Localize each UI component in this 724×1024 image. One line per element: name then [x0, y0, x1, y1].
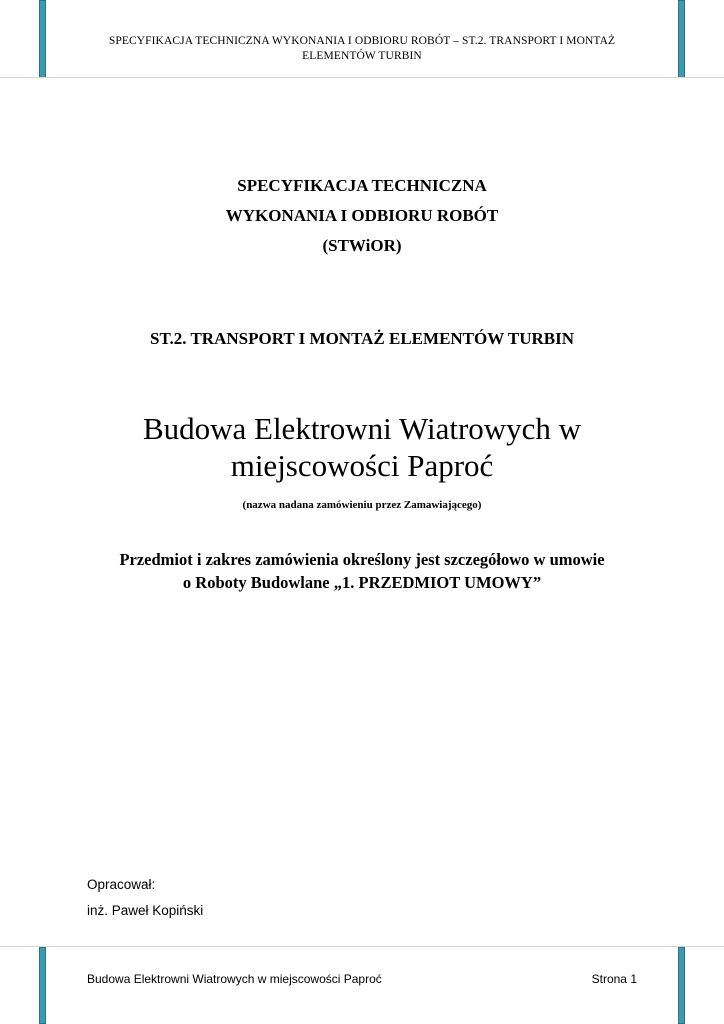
- author-block: [87, 872, 203, 924]
- section-title: ST.2. TRANSPORT I MONTAŻ ELEMENTÓW TURBIN: [149, 329, 575, 348]
- header-line-1: SPECYFIKACJA TECHNICZNA WYKONANIA I ODBIORU ROBÓT – ST.2. TRANSPORT I MONTAŻ: [108, 35, 616, 47]
- project-title-line-2: miejscowości Paproć: [230, 448, 494, 483]
- footer-page-number: Strona 1: [591, 972, 637, 986]
- title-block: [40, 171, 684, 261]
- author-label: Opracował:: [87, 877, 156, 892]
- header-left-bar: [39, 0, 46, 78]
- header-line-2: ELEMENTÓW TURBIN: [302, 50, 422, 62]
- page-header: [60, 34, 664, 64]
- subject-line-2: o Roboty Budowlane „1. PRZEDMIOT UMOWY”: [182, 573, 542, 592]
- subject-statement: [40, 548, 684, 594]
- author-name: inż. Paweł Kopiński: [87, 903, 204, 918]
- header-right-bar: [678, 0, 685, 78]
- title-line-2: WYKONANIA I ODBIORU ROBÓT: [225, 206, 499, 225]
- footer-divider: [0, 946, 724, 947]
- project-title-line-1: Budowa Elektrowni Wiatrowych w: [142, 411, 582, 446]
- header-divider: [0, 77, 724, 78]
- subject-line-1: Przedmiot i zakres zamówienia określony jest szczegółowo w umowie: [119, 550, 605, 569]
- project-title: [40, 410, 684, 484]
- title-line-1: SPECYFIKACJA TECHNICZNA: [237, 176, 487, 195]
- footer-left-bar: [39, 947, 46, 1024]
- project-note: (nazwa nadana zamówieniu przez Zamawiającego): [242, 499, 482, 511]
- footer-right-bar: [678, 947, 685, 1024]
- title-line-3: (STWiOR): [322, 236, 402, 255]
- footer-project-name: Budowa Elektrowni Wiatrowych w miejscowości Paproć: [87, 972, 382, 986]
